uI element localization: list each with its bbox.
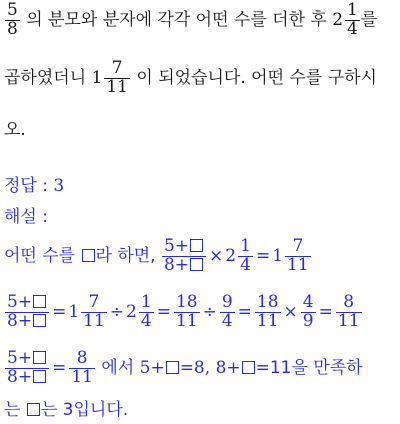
solution-line-4 <box>4 402 128 419</box>
blank-box-icon <box>82 249 95 262</box>
blank-box-icon <box>27 403 40 416</box>
solution-line-2: $\frac{5+}{8+}$ = 1 $\frac{7}{11}$ ÷ 2 $\frac{1}{4}$ = $\frac{18}{11}$ ÷ $\frac{9}{4}$ = $\frac{18}{11}$ × $\frac{4}{9}$ = $\frac{8}{11}$ <box>7 292 360 331</box>
denominator: 11 <box>106 76 128 97</box>
operator: × <box>209 245 224 266</box>
fraction-expression: $\frac{5+}{8+}$ <box>5 294 49 331</box>
solution-text: 어떤 수를 <box>4 245 76 266</box>
numerator: 1 <box>347 0 358 20</box>
operator: = <box>255 245 271 266</box>
fraction-1-4: $\frac{1}{4}$ <box>240 236 251 275</box>
problem-text: 곱하였더니 <box>4 67 87 88</box>
solution-text: 에서 <box>101 357 135 378</box>
problem-text: 이 되었습니다. 어떤 수를 구하시 <box>136 67 377 88</box>
blank-box-icon <box>33 370 46 383</box>
blank-box-icon <box>190 258 203 271</box>
blank-box-icon <box>33 295 46 308</box>
problem-text: 의 분모와 분자에 각각 어떤 수를 더한 후 <box>26 9 327 30</box>
blank-box-icon <box>33 351 46 364</box>
fraction-7-11: $\frac{7}{11}$ <box>287 236 309 275</box>
solution-label-line <box>4 209 48 226</box>
solution-text: 는 3입니다. <box>40 400 129 420</box>
numerator: 7 <box>104 60 130 79</box>
denominator: 8 <box>7 18 18 39</box>
mixed-whole: 1 <box>91 67 103 88</box>
fraction-1-4 <box>345 2 360 39</box>
solution-label: 해설 : <box>4 207 48 227</box>
blank-box-icon <box>33 314 46 327</box>
problem-line-1 <box>4 2 377 39</box>
problem-line-3 <box>4 122 26 139</box>
answer-value: 3 <box>53 176 65 196</box>
solution-line-3: $\frac{5+}{8+}$ = $\frac{8}{11}$ 에서 5+ =8, 8+ =11을 만족하 <box>7 348 363 387</box>
denominator: 4 <box>347 18 358 39</box>
solution-text: 는 <box>4 400 21 420</box>
solution-text: 라 하면, <box>95 245 156 266</box>
blank-box-icon <box>190 239 203 252</box>
blank-box-icon <box>166 361 179 374</box>
problem-text: 오. <box>4 120 26 140</box>
mixed-whole: 2 <box>332 9 344 30</box>
fraction-7-11 <box>104 60 130 97</box>
problem-line-2 <box>4 60 377 97</box>
fraction-expression: $\frac{5+}{8+}$ <box>162 238 206 275</box>
blank-box-icon <box>242 361 255 374</box>
solution-line-1: 어떤 수를 라 하면, $\frac{5+}{8+}$ × 2 $\frac{1}{4}$ = 1 $\frac{7}{11}$ <box>4 236 309 275</box>
numerator: 5 <box>7 0 18 20</box>
fraction-expression: $\frac{5+}{8+}$ <box>5 350 49 387</box>
answer-line <box>4 178 64 195</box>
problem-text: 를 <box>360 9 378 30</box>
answer-label: 정답 : <box>4 176 48 196</box>
fraction-5-8 <box>5 2 20 39</box>
